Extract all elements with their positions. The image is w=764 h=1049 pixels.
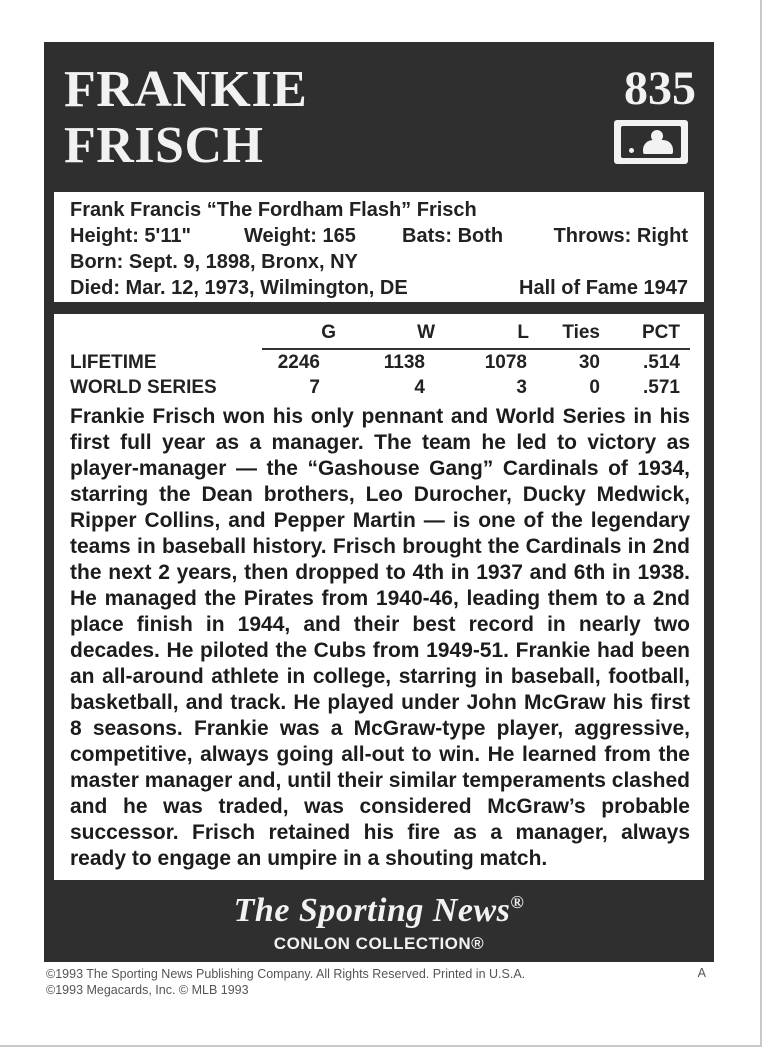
ws-ties: 0 — [589, 377, 600, 398]
first-name: FRANKIE — [64, 61, 308, 118]
header-ties: Ties — [562, 322, 600, 343]
born: Born: Sept. 9, 1898, Bronx, NY — [70, 251, 358, 273]
height: Height: 5'11" — [70, 225, 191, 247]
player-info-box — [54, 192, 704, 302]
row-label-world-series: WORLD SERIES — [70, 377, 217, 398]
logo-background — [621, 126, 681, 158]
logo-body — [643, 140, 673, 154]
lifetime-ties: 30 — [578, 352, 600, 373]
logo-ball — [629, 148, 634, 153]
last-name: FRISCH — [64, 117, 264, 174]
header-g: G — [321, 322, 336, 343]
ws-g: 7 — [309, 377, 320, 398]
sporting-news-logo — [44, 892, 714, 930]
biography-text: Frankie Frisch won his only pennant and World Series in his first full year as a manager. The team he led to victory as player-manager — the “Gashouse Gang” Cardinals of 1934, starring the Dean brothers, Leo Durocher, Ducky Medwick, Ripper Collins, and Pepper Martin — is one of the legendary teams in baseball history. Frisch brought the Cardinals in 2nd the next 2 years, then dropped to 4th in 1937 and 6th in 1938. He managed the Pirates from 1940-46, leading them to a 2nd place finish in 1944, and their best record in nearly two decades. He piloted the Cubs from 1949-51. Frankie had been an all-around athlete in college, starring in baseball, football, basketball, and track. He played under John McGraw his first 8 seasons. Frankie was a McGraw-type player, aggressive, competitive, always going all-out to win. He learned from the master manager and, until their similar temperaments clashed and he was traded, was considered McGraw’s probable successor. Frisch retained his fire as a manager, always ready to engage an umpire in a shouting match. — [70, 405, 690, 870]
copyright-block — [46, 966, 525, 998]
ws-w: 4 — [414, 377, 425, 398]
stats-and-bio-box — [54, 314, 704, 880]
print-code: A — [697, 966, 706, 980]
card-number: 835 — [624, 62, 696, 115]
lifetime-g: 2246 — [277, 352, 320, 373]
full-name: Frank Francis “The Fordham Flash” Frisch — [70, 199, 477, 221]
brand-name: The Sporting News — [233, 892, 511, 929]
died: Died: Mar. 12, 1973, Wilmington, DE — [70, 277, 408, 299]
registered-mark: ® — [510, 892, 525, 912]
stats-table — [54, 314, 704, 404]
bats: Bats: Both — [402, 225, 504, 247]
weight: Weight: 165 — [244, 225, 356, 247]
copyright-line-1: ©1993 The Sporting News Publishing Company. All Rights Reserved. Printed in U.S.A. — [46, 967, 526, 981]
card-back — [44, 42, 714, 962]
lifetime-w: 1138 — [383, 352, 425, 373]
header-pct: PCT — [642, 322, 680, 343]
ws-pct: .571 — [643, 377, 680, 398]
lifetime-l: 1078 — [484, 352, 527, 373]
row-label-lifetime: LIFETIME — [70, 352, 157, 373]
copyright-line-2: ©1993 Megacards, Inc. © MLB 1993 — [46, 983, 249, 997]
ws-l: 3 — [516, 377, 527, 398]
player-name — [64, 62, 307, 174]
hall-of-fame: Hall of Fame 1947 — [519, 277, 688, 299]
header-w: W — [417, 322, 435, 343]
header-l: L — [517, 322, 529, 343]
collection-name: CONLON COLLECTION® — [273, 934, 485, 953]
header-underline — [262, 348, 690, 350]
throws: Throws: Right — [553, 225, 688, 247]
mlb-logo-icon — [614, 120, 688, 164]
lifetime-pct: .514 — [643, 352, 680, 373]
